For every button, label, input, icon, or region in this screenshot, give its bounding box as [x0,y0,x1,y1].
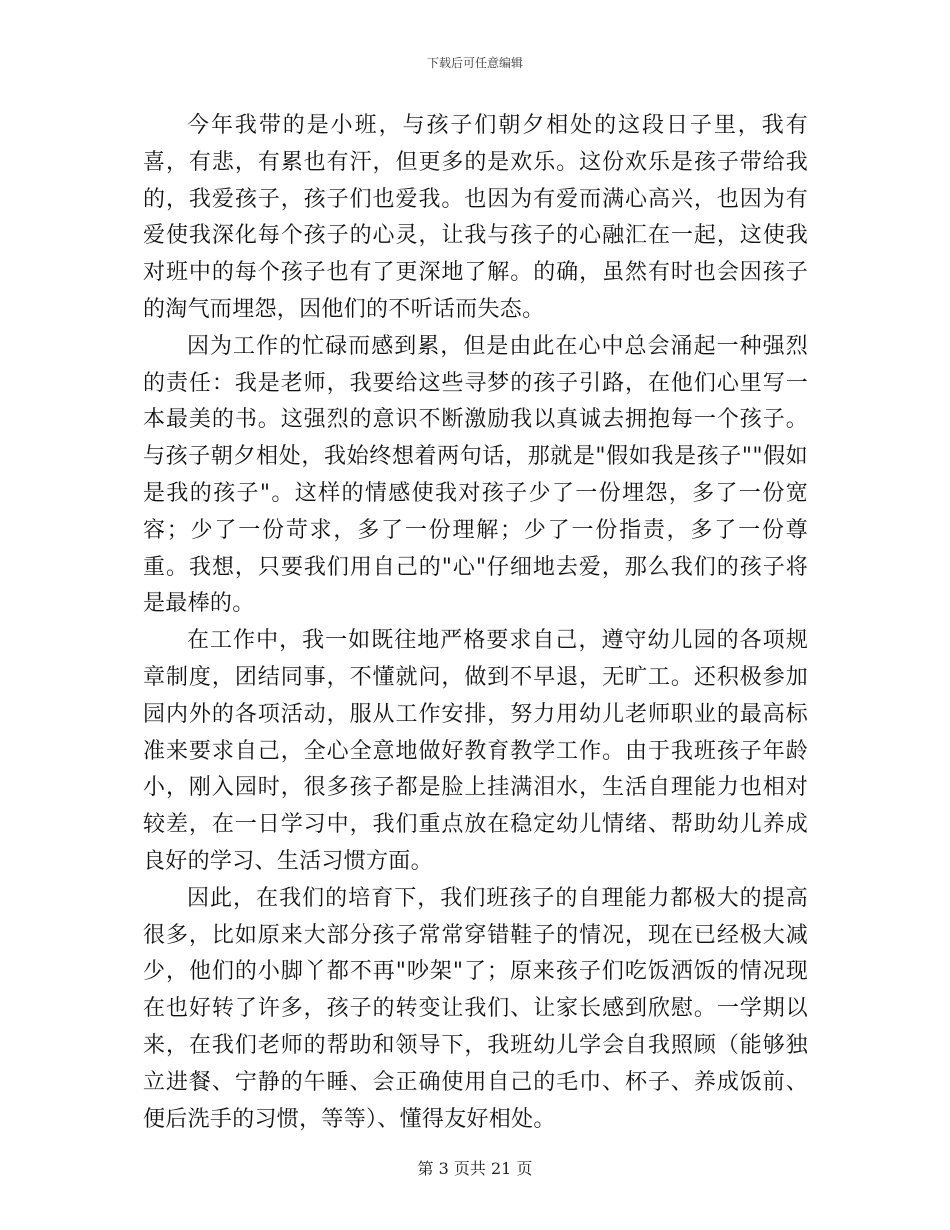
page-number: 第 3 页共 21 页 [417,1159,533,1178]
header-note: 下载后可任意编辑 [426,56,523,70]
paragraph: 在工作中，我一如既往地严格要求自己，遵守幼儿园的各项规章制度，团结同事，不懂就问，做到不早退，无旷工。还积极参加园内外的各项活动，服从工作安排，努力用幼儿老师职业的最高标准来要求自己，全心全意地做好教育教学工作。由于我班孩子年龄小，刚入园时，很多孩子都是脸上挂满泪水，生活自理能力也相对较差，在一日学习中，我们重点放在稳定幼儿情绪、帮助幼儿养成良好的学习、生活习惯方面。 [143,628,808,874]
document-body [143,108,808,1138]
paragraph: 因为工作的忙碌而感到累，但是由此在心中总会涌起一种强烈的责任：我是老师，我要给这些寻梦的孩子引路，在他们心里写一本最美的书。这强烈的意识不断激励我以真诚去拥抱每一个孩子。与孩子朝夕相处，我始终想着两句话，那就是"假如我是孩子""假如是我的孩子"。这样的情感使我对孩子少了一份埋怨，多了一份宽容；少了一份苛求，多了一份理解；少了一份指责，多了一份尊重。我想，只要我们用自己的"心"仔细地去爱，那么我们的孩子将是最棒的。 [143,333,808,617]
paragraph: 因此，在我们的培育下，我们班孩子的自理能力都极大的提高很多，比如原来大部分孩子常常穿错鞋子的情况，现在已经极大减少，他们的小脚丫都不再"吵架"了；原来孩子们吃饭洒饭的情况现在也好转了许多，孩子的转变让我们、让家长感到欣慰。一学期以来，在我们老师的帮助和领导下，我班幼儿学会自我照顾（能够独立进餐、宁静的午睡、会正确使用自己的毛巾、杯子、养成饭前、便后洗手的习惯，等等）、懂得友好相处。 [143,885,808,1132]
paragraph: 今年我带的是小班，与孩子们朝夕相处的这段日子里，我有喜，有悲，有累也有汗，但更多的是欢乐。这份欢乐是孩子带给我的，我爱孩子，孩子们也爱我。也因为有爱而满心高兴，也因为有爱使我深化每个孩子的心灵，让我与孩子的心融汇在一起，这使我对班中的每个孩子也有了更深地了解。的确，虽然有时也会因孩子的淘气而埋怨，因他们的不听话而失态。 [143,113,808,322]
